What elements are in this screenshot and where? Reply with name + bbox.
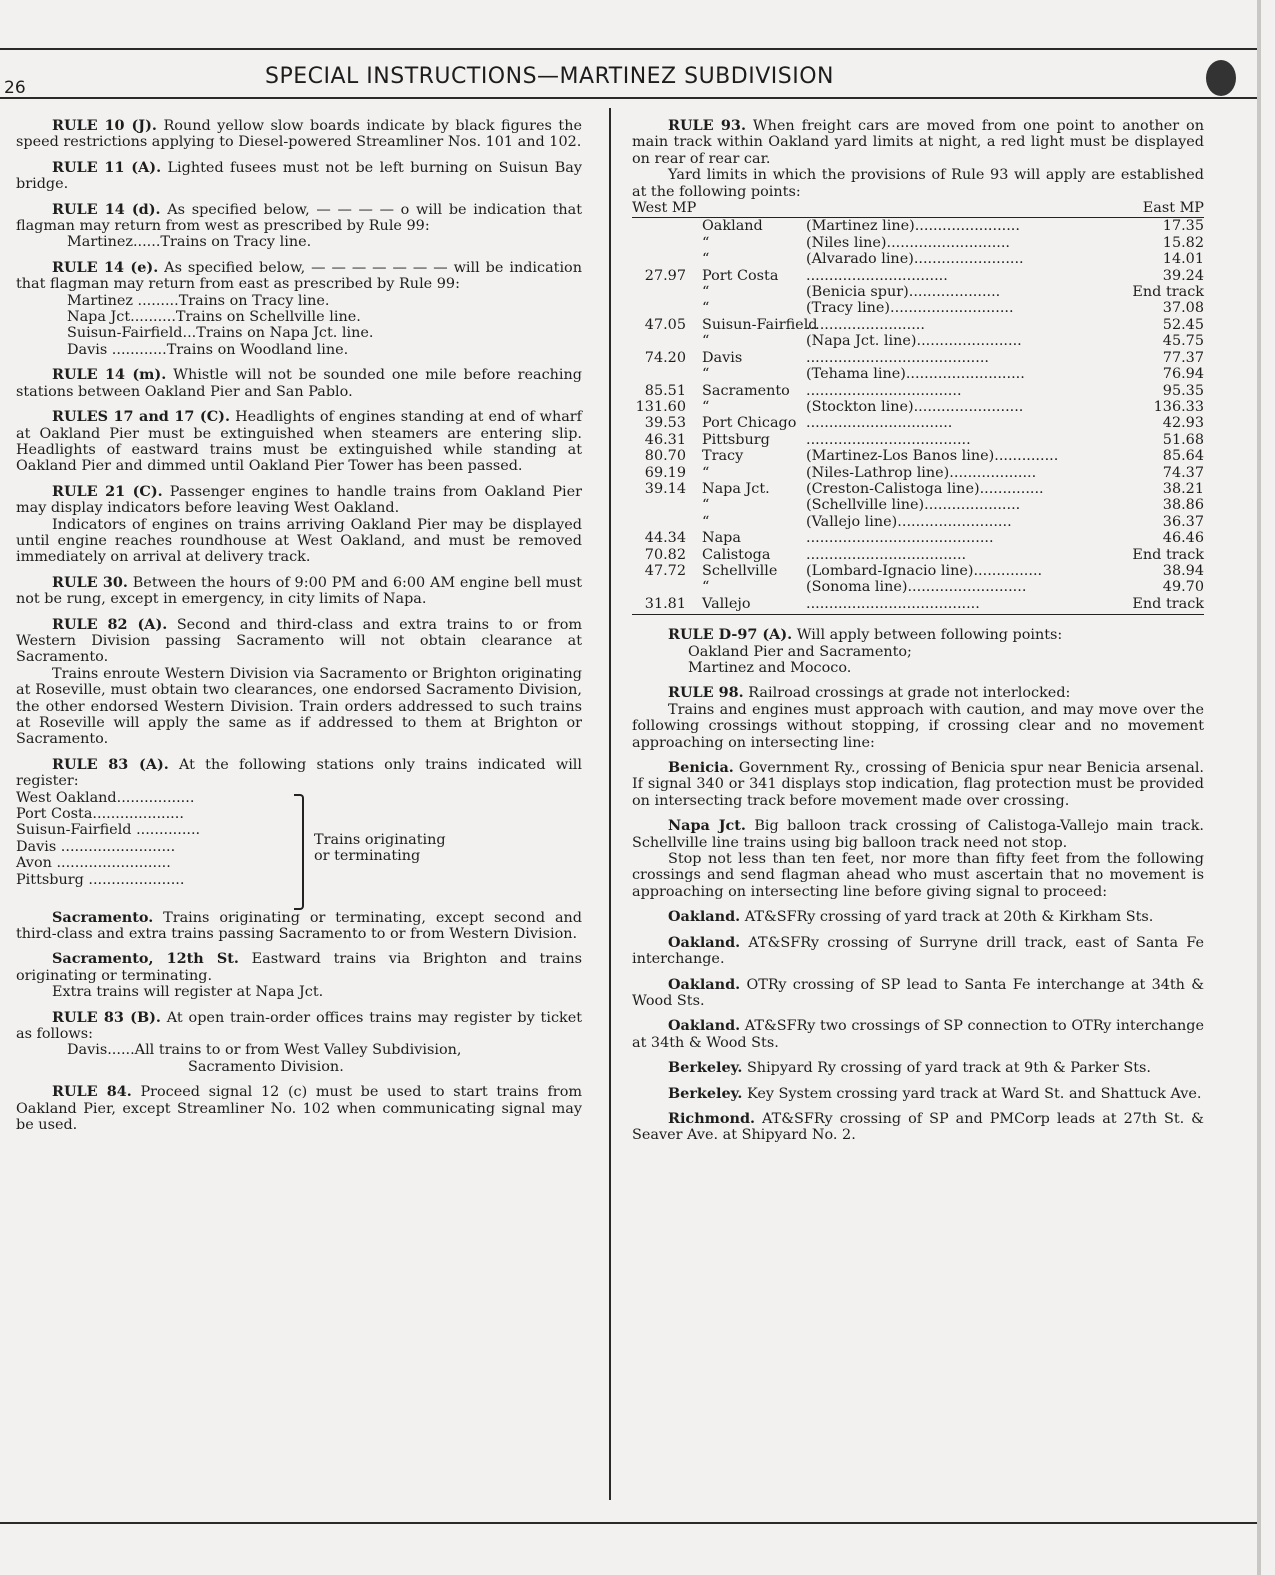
station-cell: Vallejo — [702, 595, 751, 612]
table-row — [632, 514, 1204, 530]
table-row — [632, 350, 1204, 366]
rule-14d-list — [67, 234, 582, 250]
line-cell: (Niles-Lathrop line)................... — [806, 464, 1037, 481]
brace-icon — [294, 794, 304, 910]
station-cell: Port Costa — [702, 267, 779, 284]
line-cell: (Alvarado line)........................ — [806, 251, 1024, 268]
station-cell: “ — [702, 513, 710, 530]
east-mp-cell: 38.21 — [1162, 480, 1204, 497]
list-item: Martinez......Trains on Tracy line. — [67, 234, 312, 251]
station-cell: Suisun-Fairfield — [702, 316, 818, 333]
brace-label: Trains originating or terminating — [314, 831, 446, 865]
west-mp-cell: 39.14 — [644, 480, 686, 497]
station-cell: Napa Jct. — [702, 480, 770, 497]
rule-10j: RULE 10 (J). Round yellow slow boards indicate by black figures the speed restrictions applying to Diesel-powered Streamliner Nos. 101 and 102. — [16, 117, 582, 151]
east-mp-cell: 52.45 — [1162, 316, 1204, 333]
east-mp-cell: 77.37 — [1162, 349, 1204, 366]
table-row — [632, 563, 1204, 579]
east-mp-cell: 51.68 — [1162, 431, 1204, 448]
extra-trains-note: Extra trains will register at Napa Jct. — [52, 984, 324, 1001]
line-cell: (Vallejo line)......................... — [806, 513, 1012, 530]
right-column — [632, 118, 1204, 1153]
line-cell: (Stockton line)........................ — [806, 398, 1024, 415]
station-cell: Davis — [702, 349, 743, 366]
station-cell: “ — [702, 464, 710, 481]
yard-table-header — [632, 200, 1204, 218]
table-row — [632, 235, 1204, 251]
table-row — [632, 251, 1204, 267]
table-row — [632, 317, 1204, 333]
crossing-item: Richmond. AT&SFRy crossing of SP and PMCorp leads at 27th St. & Seaver Ave. at Shipyard No. 2. — [632, 1109, 1204, 1144]
crossing-item: Oakland. AT&SFRy crossing of Surryne drill track, east of Santa Fe interchange. — [632, 933, 1204, 968]
table-row — [632, 448, 1204, 464]
rules-17: RULES 17 and 17 (C). Headlights of engines standing at end of wharf at Oakland Pier must be extinguished when steamers are entering slip. Headlights of eastward trains must be extinguished while standing at Oakland Pier and dimmed until Oakland Pier Tower has been passed. — [16, 408, 583, 475]
line-cell: .......................... — [806, 316, 925, 333]
west-mp-cell — [632, 366, 702, 382]
crossing-item: Oakland. AT&SFRy crossing of yard track at 20th & Kirkham Sts. — [668, 908, 1154, 926]
table-row — [632, 497, 1204, 513]
rule-14e: RULE 14 (e). As specified below, — — — — — — — will be indication that flagman may return from east as prescribed by Rule 99: — [16, 258, 582, 293]
line-cell: (Tehama line).......................... — [806, 366, 1025, 383]
list-item: Oakland Pier and Sacramento; — [688, 643, 912, 660]
list-item: Suisun-Fairfield...Trains on Napa Jct. line. — [67, 325, 374, 342]
station-cell: Schellville — [702, 562, 778, 579]
list-item: West Oakland................. — [16, 789, 195, 806]
table-row — [632, 432, 1204, 448]
table-row — [632, 415, 1204, 431]
table-row — [632, 481, 1204, 497]
station-cell: Port Chicago — [702, 415, 797, 432]
table-row — [632, 268, 1204, 284]
line-cell: (Benicia spur).................... — [806, 284, 1001, 301]
rule-14e-list — [67, 293, 582, 359]
line-cell: .................................. — [806, 382, 962, 399]
east-mp-cell: 17.35 — [1162, 218, 1204, 235]
east-mp-cell: 74.37 — [1162, 464, 1204, 481]
west-mp-cell: 70.82 — [644, 546, 686, 563]
table-row — [632, 530, 1204, 546]
line-cell: (Niles line)........................... — [806, 234, 1010, 251]
rule-14d: RULE 14 (d). As specified below, — — — — o will be indication that flagman may return from west as prescribed by Rule 99: — [16, 200, 582, 235]
west-mp-cell: 74.20 — [644, 349, 686, 366]
benicia-note: Benicia. Government Ry., crossing of Benicia spur near Benicia arsenal. If signal 340 or 341 displays stop indication, flag protection must be provided on intersecting track before movement made over crossing. — [632, 759, 1204, 809]
table-row — [632, 579, 1204, 595]
rule-98-cont: Trains and engines must approach with caution, and may move over the following crossings without stopping, if crossing clear and no movement approaching on intersecting line: — [632, 701, 1204, 751]
station-cell: Oakland — [702, 218, 763, 235]
east-mp-cell: 14.01 — [1162, 251, 1204, 268]
rule-84: RULE 84. Proceed signal 12 (c) must be used to start trains from Oakland Pier, except Streamliner No. 102 when communicating signal may be used. — [16, 1083, 582, 1134]
east-mp-cell: End track — [1132, 595, 1204, 612]
west-mp-cell — [632, 218, 702, 234]
col-east-mp: East MP — [1142, 200, 1204, 217]
west-mp-cell: 69.19 — [644, 464, 686, 481]
table-row — [632, 333, 1204, 349]
west-mp-cell — [632, 284, 702, 300]
west-mp-cell — [632, 579, 702, 595]
west-mp-cell: 80.70 — [644, 448, 686, 465]
list-item: Suisun-Fairfield .............. — [16, 822, 201, 839]
east-mp-cell: 37.08 — [1162, 300, 1204, 317]
rule-d97a-list — [688, 644, 1204, 677]
top-border — [0, 48, 1257, 50]
crossing-item: Oakland. OTRy crossing of SP lead to Santa Fe interchange at 34th & Wood Sts. — [632, 975, 1204, 1009]
east-mp-cell: 136.33 — [1153, 398, 1204, 415]
yard-table-body — [632, 218, 1204, 612]
east-mp-cell: 49.70 — [1162, 579, 1204, 596]
rule-83a: RULE 83 (A). At the following stations only trains indicated will register: — [16, 755, 583, 790]
column-divider — [609, 108, 611, 1500]
line-cell: ............................... — [806, 267, 948, 284]
table-row — [632, 465, 1204, 481]
station-cell: “ — [702, 284, 710, 301]
west-mp-cell: 131.60 — [635, 398, 686, 415]
list-item: Davis......All trains to or from West Valley Subdivision, — [67, 1042, 462, 1059]
table-row — [632, 399, 1204, 415]
west-mp-cell — [632, 514, 702, 530]
rule-11a: RULE 11 (A). Lighted fusees must not be left burning on Suisun Bay bridge. — [16, 158, 582, 193]
rule-30: RULE 30. Between the hours of 9:00 PM and 6:00 AM engine bell must not be rung, except in emergency, in city limits of Napa. — [16, 573, 582, 608]
line-cell: (Napa Jct. line)....................... — [806, 333, 1022, 350]
west-mp-cell: 47.72 — [644, 562, 686, 579]
east-mp-cell: 36.37 — [1162, 513, 1204, 530]
line-cell: (Lombard-Ignacio line)............... — [806, 562, 1043, 579]
station-cell: “ — [702, 579, 710, 596]
west-mp-cell — [632, 251, 702, 267]
register-station-list — [16, 790, 200, 888]
crossing-item: Oakland. AT&SFRy two crossings of SP connection to OTRy interchange at 34th & Wood Sts. — [632, 1017, 1204, 1051]
table-row — [632, 383, 1204, 399]
east-mp-cell: 76.94 — [1162, 366, 1204, 383]
west-mp-cell — [632, 333, 702, 349]
west-mp-cell — [632, 235, 702, 251]
rule-82a-cont: Trains enroute Western Division via Sacramento or Brighton originating at Roseville, must obtain two clearances, one endorsed Sacramento Division, the other endorsed Western Division. Train orders addressed to such trains at Roseville will apply the same as if addressed to them at Brighton or Sacramento. — [16, 665, 582, 748]
table-row — [632, 366, 1204, 382]
list-item: Napa Jct..........Trains on Schellville line. — [67, 309, 361, 326]
line-cell: ................................ — [806, 415, 953, 432]
rule-98: RULE 98. Railroad crossings at grade not interlocked: — [668, 684, 1071, 702]
rule-93: RULE 93. When freight cars are moved from one point to another on main track within Oakland yard limits at night, a red light must be displayed on rear of rear car. — [632, 117, 1204, 167]
line-cell: (Schellville line)..................... — [806, 497, 1021, 514]
station-cell: “ — [702, 251, 710, 268]
list-item: Martinez and Mococo. — [688, 660, 852, 676]
station-cell: “ — [702, 366, 710, 383]
east-mp-cell: 42.93 — [1162, 415, 1204, 432]
sacramento-note: Sacramento. Trains originating or terminating, except second and third-class and extra trains passing Sacramento to or from Western Division. — [16, 908, 583, 943]
station-cell: “ — [702, 234, 710, 251]
list-item: Pittsburg ..................... — [16, 871, 185, 888]
west-mp-cell: 31.81 — [644, 595, 686, 612]
station-cell: “ — [702, 333, 710, 350]
page-title: SPECIAL INSTRUCTIONS—MARTINEZ SUBDIVISION — [265, 64, 834, 89]
west-mp-cell: 39.53 — [644, 415, 686, 432]
east-mp-cell: 45.75 — [1162, 333, 1204, 350]
napa-jct-note: Napa Jct. Big balloon track crossing of Calistoga-Vallejo main track. Schellville line trains using big balloon track need not stop. — [632, 817, 1204, 851]
page-number: 26 — [4, 78, 26, 98]
west-mp-cell: 47.05 — [644, 316, 686, 333]
list-item: Sacramento Division. — [188, 1058, 344, 1075]
east-mp-cell: End track — [1132, 546, 1204, 563]
page-edge — [1257, 0, 1261, 1575]
east-mp-cell: 95.35 — [1162, 382, 1204, 399]
list-item: Avon ......................... — [16, 855, 171, 872]
left-column — [16, 118, 582, 1143]
east-mp-cell: 85.64 — [1162, 448, 1204, 465]
station-cell: Pittsburg — [702, 431, 770, 448]
rule-83b: RULE 83 (B). At open train-order offices trains may register by ticket as follows: — [16, 1008, 583, 1043]
station-cell: “ — [702, 497, 710, 514]
rule-d97a: RULE D-97 (A). Will apply between following points: — [668, 626, 1063, 644]
list-item: Davis ............Trains on Woodland line. — [67, 341, 349, 358]
rule-14m: RULE 14 (m). Whistle will not be sounded one mile before reaching stations between Oakland Pier and San Pablo. — [16, 366, 582, 400]
rule-83b-list — [67, 1042, 582, 1075]
station-cell: Napa — [702, 530, 741, 547]
west-mp-cell: 46.31 — [644, 431, 686, 448]
west-mp-cell: 27.97 — [644, 267, 686, 284]
stop-instructions: Stop not less than ten feet, nor more than fifty feet from the following crossings and send flagman ahead who must ascertain that no movement is approaching on intersecting line before giving signal to proceed: — [632, 851, 1204, 900]
station-cell: Calistoga — [702, 546, 771, 563]
station-cell: “ — [702, 398, 710, 415]
line-cell: (Tracy line)........................... — [806, 300, 1014, 317]
bottom-border — [0, 1522, 1257, 1524]
table-row — [632, 596, 1204, 612]
line-cell: ........................................ — [806, 349, 989, 366]
east-mp-cell: 38.94 — [1162, 562, 1204, 579]
line-cell: ......................................... — [806, 530, 994, 547]
list-item: Port Costa.................... — [16, 806, 184, 823]
station-cell: Sacramento — [702, 382, 790, 399]
rule-82a: RULE 82 (A). Second and third-class and extra trains to or from Western Division passing Sacramento will not obtain clearance at Sacramento. — [16, 615, 583, 666]
station-cell: Tracy — [702, 448, 744, 465]
table-row — [632, 547, 1204, 563]
register-stations — [16, 790, 582, 908]
list-item: Davis ......................... — [16, 838, 176, 855]
list-item: Martinez .........Trains on Tracy line. — [67, 292, 330, 309]
line-cell: ...................................... — [806, 595, 980, 612]
west-mp-cell: 44.34 — [644, 530, 686, 547]
line-cell: (Sonoma line).......................... — [806, 579, 1027, 596]
east-mp-cell: 46.46 — [1162, 530, 1204, 547]
east-mp-cell: 39.24 — [1162, 267, 1204, 284]
col-west-mp: West MP — [632, 200, 697, 217]
crossing-item: Berkeley. Shipyard Ry crossing of yard track at 9th & Parker Sts. — [668, 1059, 1152, 1077]
west-mp-cell — [632, 300, 702, 316]
rule-93-cont: Yard limits in which the provisions of Rule 93 will apply are established at the following points: — [632, 167, 1204, 200]
station-cell: “ — [702, 300, 710, 317]
west-mp-cell — [632, 497, 702, 513]
east-mp-cell: 15.82 — [1162, 234, 1204, 251]
table-row — [632, 218, 1204, 234]
west-mp-cell: 85.51 — [644, 382, 686, 399]
line-cell: (Martinez-Los Banos line).............. — [806, 448, 1059, 465]
table-end-rule — [632, 614, 1204, 615]
line-cell: (Creston-Calistoga line).............. — [806, 480, 1044, 497]
yard-limits-table — [632, 218, 1204, 612]
line-cell: ................................... — [806, 546, 967, 563]
east-mp-cell: 38.86 — [1162, 497, 1204, 514]
header-underline — [0, 97, 1257, 99]
binder-hole-icon — [1206, 60, 1236, 96]
east-mp-cell: End track — [1132, 284, 1204, 301]
table-row — [632, 300, 1204, 316]
rule-21c-cont: Indicators of engines on trains arriving Oakland Pier may be displayed until engine reaches roundhouse at West Oakland, and must be removed immediately on arrival at delivery track. — [16, 516, 582, 566]
sacramento-12th-note: Sacramento, 12th St. Eastward trains via Brighton and trains originating or terminating. — [16, 950, 583, 984]
line-cell: (Martinez line)....................... — [806, 218, 1020, 235]
table-row — [632, 284, 1204, 300]
rule-21c: RULE 21 (C). Passenger engines to handle trains from Oakland Pier may display indicators before leaving West Oakland. — [16, 482, 582, 517]
line-cell: .................................... — [806, 431, 971, 448]
crossing-item: Berkeley. Key System crossing yard track at Ward St. and Shattuck Ave. — [668, 1084, 1202, 1102]
